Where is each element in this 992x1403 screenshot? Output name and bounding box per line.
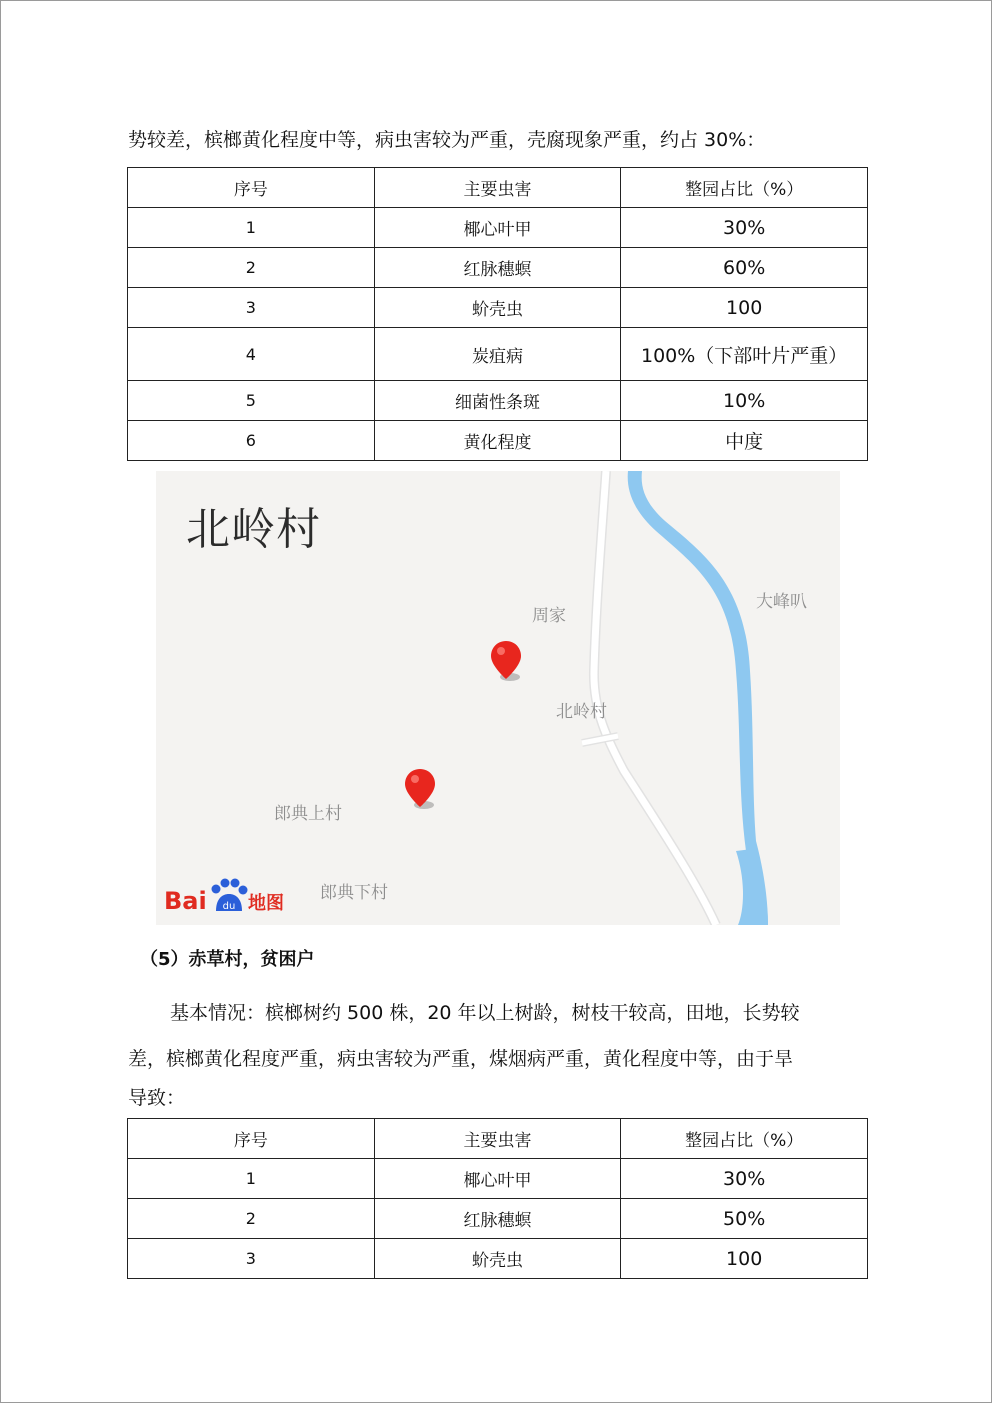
pest-table-1: [127, 167, 868, 461]
table-row: [128, 208, 868, 248]
row-index: 3: [128, 288, 375, 328]
row-ratio: 100%（下部叶片严重）: [621, 328, 868, 381]
logo-text-du: du: [222, 901, 236, 912]
header-ratio: 整园占比（%）: [621, 1119, 868, 1159]
row-ratio: 50%: [621, 1199, 868, 1239]
logo-text-map: 地图: [248, 893, 284, 914]
row-ratio: 60%: [621, 248, 868, 288]
table-row: [128, 381, 868, 421]
map-title: 北岭村: [186, 504, 321, 555]
map-label-langdian-xia: 郎典下村: [320, 883, 388, 903]
header-ratio: 整园占比（%）: [621, 168, 868, 208]
row-pest: 蚧壳虫: [374, 1239, 621, 1279]
table-row: [128, 1159, 868, 1199]
row-ratio: 100: [621, 1239, 868, 1279]
row-index: 6: [128, 421, 375, 461]
row-pest: 椰心叶甲: [374, 1159, 621, 1199]
header-index: 序号: [128, 168, 375, 208]
table-header-row: [128, 1119, 868, 1159]
map-pin-icon[interactable]: [402, 767, 438, 811]
row-pest: 红脉穗螟: [374, 248, 621, 288]
baidu-map-logo: [164, 875, 294, 919]
row-index: 3: [128, 1239, 375, 1279]
section-5-paragraph-line-1: 基本情况：槟榔树约 500 株，20 年以上树龄，树枝干较高，田地，长势较: [170, 1002, 800, 1024]
map-label-langdian-shang: 郎典上村: [274, 804, 342, 824]
row-pest: 红脉穗螟: [374, 1199, 621, 1239]
table-row: [128, 248, 868, 288]
row-ratio: 30%: [621, 1159, 868, 1199]
row-ratio: 10%: [621, 381, 868, 421]
row-index: 4: [128, 328, 375, 381]
header-pest: 主要虫害: [374, 168, 621, 208]
section-5-paragraph-line-2: 差，槟榔黄化程度严重，病虫害较为严重，煤烟病严重，黄化程度中等，由于旱: [128, 1048, 794, 1070]
row-pest: 黄化程度: [374, 421, 621, 461]
table-header-row: [128, 168, 868, 208]
table-row: [128, 328, 868, 381]
row-index: 5: [128, 381, 375, 421]
logo-text-bai: Bai: [164, 887, 207, 915]
map-label-dafengba: 大峰叭: [756, 592, 807, 612]
intro-paragraph: 势较差，槟榔黄化程度中等，病虫害较为严重，壳腐现象严重，约占 30%：: [128, 129, 766, 151]
section-5-heading: （5）赤草村，贫困户: [140, 949, 315, 970]
row-pest: 椰心叶甲: [374, 208, 621, 248]
map-pin-icon[interactable]: [488, 639, 524, 683]
table-row: [128, 1239, 868, 1279]
row-pest: 炭疽病: [374, 328, 621, 381]
row-index: 1: [128, 208, 375, 248]
table-row: [128, 421, 868, 461]
header-pest: 主要虫害: [374, 1119, 621, 1159]
table-row: [128, 1199, 868, 1239]
row-index: 1: [128, 1159, 375, 1199]
row-index: 2: [128, 248, 375, 288]
map-label-beiling: 北岭村: [556, 702, 607, 722]
pest-table-2: [127, 1118, 868, 1279]
row-ratio: 30%: [621, 208, 868, 248]
village-map: [156, 471, 840, 925]
row-ratio: 100: [621, 288, 868, 328]
row-index: 2: [128, 1199, 375, 1239]
paw-icon: [208, 877, 248, 917]
section-5-paragraph-line-3: 导致：: [128, 1087, 186, 1109]
row-pest: 细菌性条斑: [374, 381, 621, 421]
header-index: 序号: [128, 1119, 375, 1159]
table-row: [128, 288, 868, 328]
row-pest: 蚧壳虫: [374, 288, 621, 328]
map-label-zhoujia: 周家: [532, 606, 566, 626]
row-ratio: 中度: [621, 421, 868, 461]
